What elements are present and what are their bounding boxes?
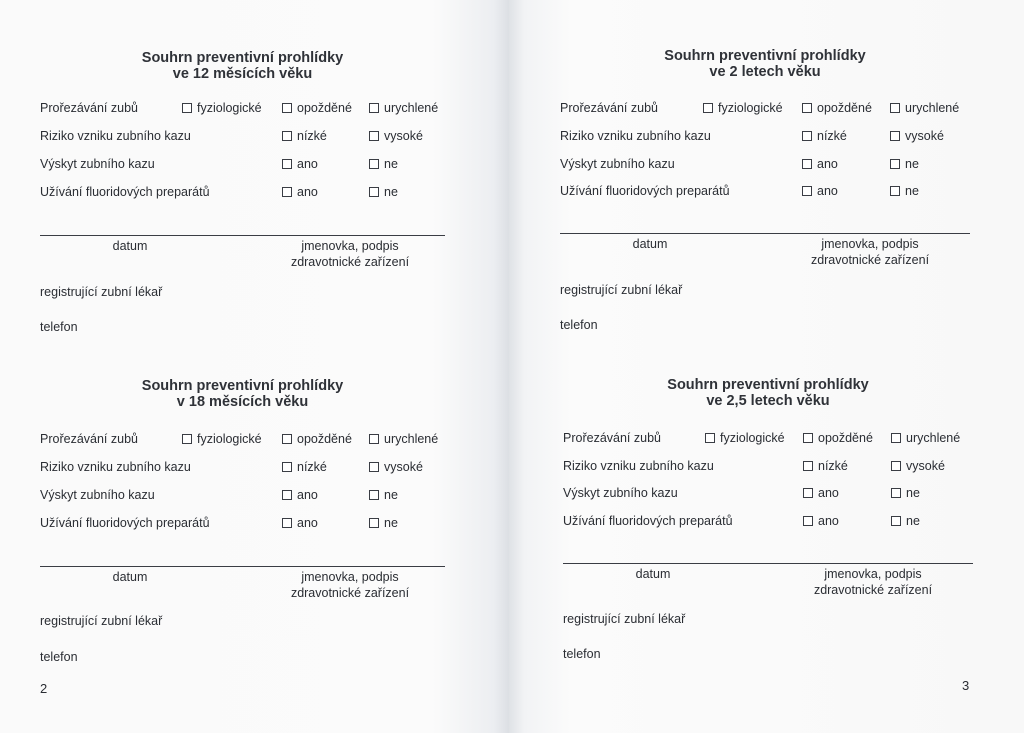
checkbox[interactable] bbox=[182, 103, 192, 113]
row-caries-presence bbox=[40, 156, 445, 172]
phone-label: telefon bbox=[40, 650, 78, 664]
row-fluoride bbox=[563, 513, 973, 529]
stamp-label-line1: jmenovka, podpis bbox=[301, 239, 399, 253]
option-label: ano bbox=[297, 157, 318, 171]
stamp-label-line2: zdravotnické zařízení bbox=[810, 253, 930, 267]
option-label: fyziologické bbox=[720, 431, 785, 445]
checkbox[interactable] bbox=[803, 433, 813, 443]
checkbox[interactable] bbox=[890, 159, 900, 169]
option-yes[interactable] bbox=[802, 183, 838, 199]
page-left bbox=[0, 0, 509, 733]
checkbox[interactable] bbox=[803, 488, 813, 498]
stamp-label-line2: zdravotnické zařízení bbox=[290, 255, 410, 269]
row-label: Výskyt zubního kazu bbox=[40, 488, 155, 502]
row-label: Prořezávání zubů bbox=[40, 432, 138, 446]
option-physiological[interactable] bbox=[703, 100, 783, 116]
option-label: ne bbox=[905, 184, 919, 198]
option-label: ne bbox=[906, 514, 920, 528]
signature-line bbox=[563, 563, 973, 564]
row-caries-risk bbox=[40, 128, 445, 144]
row-fluoride bbox=[560, 183, 970, 199]
option-low[interactable] bbox=[282, 128, 327, 144]
option-no[interactable] bbox=[369, 156, 398, 172]
option-no[interactable] bbox=[890, 156, 919, 172]
row-label: Prořezávání zubů bbox=[40, 101, 138, 115]
option-label: fyziologické bbox=[197, 432, 262, 446]
option-yes[interactable] bbox=[803, 513, 839, 529]
option-physiological[interactable] bbox=[705, 430, 785, 446]
checkbox[interactable] bbox=[282, 103, 292, 113]
row-label: Užívání fluoridových preparátů bbox=[563, 514, 733, 528]
phone-label: telefon bbox=[40, 320, 78, 334]
checkbox[interactable] bbox=[282, 462, 292, 472]
row-fluoride bbox=[40, 184, 445, 200]
dentist-label: registrující zubní lékař bbox=[563, 612, 686, 626]
checkbox[interactable] bbox=[282, 490, 292, 500]
row-label: Užívání fluoridových preparátů bbox=[40, 185, 210, 199]
option-delayed[interactable] bbox=[282, 431, 352, 447]
checkbox[interactable] bbox=[282, 131, 292, 141]
row-caries-presence bbox=[563, 485, 973, 501]
option-label: vysoké bbox=[384, 460, 423, 474]
option-no[interactable] bbox=[369, 487, 398, 503]
section-title-line2: ve 2 letech věku bbox=[709, 64, 821, 80]
option-yes[interactable] bbox=[282, 515, 318, 531]
option-label: urychlené bbox=[384, 432, 439, 446]
checkbox[interactable] bbox=[369, 462, 379, 472]
option-high[interactable] bbox=[890, 128, 944, 144]
option-high[interactable] bbox=[369, 128, 423, 144]
checkbox[interactable] bbox=[891, 488, 901, 498]
checkbox[interactable] bbox=[369, 518, 379, 528]
option-yes[interactable] bbox=[803, 485, 839, 501]
row-label: Užívání fluoridových preparátů bbox=[560, 184, 730, 198]
phone-label: telefon bbox=[560, 318, 598, 332]
checkbox[interactable] bbox=[891, 516, 901, 526]
stamp-label-line1: jmenovka, podpis bbox=[821, 237, 919, 251]
option-label: ne bbox=[905, 157, 919, 171]
option-label: ne bbox=[384, 157, 398, 171]
section-title-line1: Souhrn preventivní prohlídky bbox=[664, 48, 866, 64]
option-label: opožděné bbox=[297, 432, 352, 446]
option-no[interactable] bbox=[890, 183, 919, 199]
row-label: Užívání fluoridových preparátů bbox=[40, 516, 210, 530]
checkbox[interactable] bbox=[369, 434, 379, 444]
option-label: ne bbox=[384, 488, 398, 502]
row-fluoride bbox=[40, 515, 445, 531]
checkbox[interactable] bbox=[369, 490, 379, 500]
option-low[interactable] bbox=[803, 458, 848, 474]
row-caries-presence bbox=[560, 156, 970, 172]
option-accelerated[interactable] bbox=[891, 430, 960, 446]
checkbox[interactable] bbox=[369, 187, 379, 197]
checkbox[interactable] bbox=[282, 434, 292, 444]
row-eruption bbox=[563, 430, 973, 446]
option-label: ne bbox=[384, 185, 398, 199]
option-delayed[interactable] bbox=[282, 100, 352, 116]
section-title-line1: Souhrn preventivní prohlídky bbox=[141, 378, 344, 394]
option-yes[interactable] bbox=[282, 184, 318, 200]
checkbox[interactable] bbox=[282, 187, 292, 197]
row-label: Riziko vzniku zubního kazu bbox=[40, 460, 191, 474]
row-label: Riziko vzniku zubního kazu bbox=[40, 129, 191, 143]
option-physiological[interactable] bbox=[182, 431, 262, 447]
row-eruption bbox=[560, 100, 970, 116]
row-eruption bbox=[40, 100, 445, 116]
option-label: ne bbox=[906, 486, 920, 500]
stamp-label-line1: jmenovka, podpis bbox=[824, 567, 922, 581]
checkbox[interactable] bbox=[802, 159, 812, 169]
dentist-label: registrující zubní lékař bbox=[560, 283, 683, 297]
option-label: fyziologické bbox=[197, 101, 262, 115]
row-caries-presence bbox=[40, 487, 445, 503]
option-accelerated[interactable] bbox=[369, 100, 438, 116]
checkbox[interactable] bbox=[890, 103, 900, 113]
row-label: Prořezávání zubů bbox=[560, 101, 658, 115]
row-label: Výskyt zubního kazu bbox=[40, 157, 155, 171]
option-high[interactable] bbox=[891, 458, 945, 474]
option-label: ano bbox=[818, 486, 839, 500]
checkbox[interactable] bbox=[890, 186, 900, 196]
option-low[interactable] bbox=[802, 128, 847, 144]
section-title-line2: ve 2,5 letech věku bbox=[706, 393, 830, 409]
row-caries-risk bbox=[40, 459, 445, 475]
section-title-line2: ve 12 měsících věku bbox=[172, 66, 313, 82]
section-title-line1: Souhrn preventivní prohlídky bbox=[141, 50, 344, 66]
date-label: datum bbox=[112, 239, 148, 253]
phone-label: telefon bbox=[563, 647, 601, 661]
checkbox[interactable] bbox=[705, 433, 715, 443]
checkbox[interactable] bbox=[282, 159, 292, 169]
date-label: datum bbox=[632, 237, 668, 251]
option-label: urychlené bbox=[905, 101, 960, 115]
checkbox[interactable] bbox=[182, 434, 192, 444]
section-title-line2: v 18 měsících věku bbox=[176, 394, 309, 410]
option-label: nízké bbox=[817, 129, 847, 143]
row-label: Výskyt zubního kazu bbox=[563, 486, 678, 500]
option-label: ano bbox=[297, 488, 318, 502]
section-title bbox=[40, 50, 445, 82]
section-title bbox=[560, 48, 970, 80]
option-yes[interactable] bbox=[282, 156, 318, 172]
option-label: urychlené bbox=[906, 431, 961, 445]
checkbox[interactable] bbox=[369, 103, 379, 113]
row-label: Výskyt zubního kazu bbox=[560, 157, 675, 171]
date-label: datum bbox=[635, 567, 671, 581]
date-label: datum bbox=[112, 570, 148, 584]
section-title-line1: Souhrn preventivní prohlídky bbox=[667, 377, 869, 393]
option-label: ano bbox=[817, 184, 838, 198]
row-caries-risk bbox=[560, 128, 970, 144]
row-label: Prořezávání zubů bbox=[563, 431, 661, 445]
option-label: opožděné bbox=[297, 101, 352, 115]
checkbox[interactable] bbox=[703, 103, 713, 113]
option-label: fyziologické bbox=[718, 101, 783, 115]
option-no[interactable] bbox=[369, 515, 398, 531]
row-label: Riziko vzniku zubního kazu bbox=[560, 129, 711, 143]
option-label: nízké bbox=[297, 129, 327, 143]
checkbox[interactable] bbox=[803, 516, 813, 526]
signature-line bbox=[560, 233, 970, 234]
option-label: opožděné bbox=[817, 101, 872, 115]
option-yes[interactable] bbox=[802, 156, 838, 172]
option-no[interactable] bbox=[891, 485, 920, 501]
option-label: ne bbox=[384, 516, 398, 530]
signature-line bbox=[40, 566, 445, 567]
stamp-label-line1: jmenovka, podpis bbox=[301, 570, 399, 584]
page-right bbox=[509, 0, 1024, 733]
checkbox[interactable] bbox=[369, 131, 379, 141]
option-low[interactable] bbox=[282, 459, 327, 475]
option-no[interactable] bbox=[369, 184, 398, 200]
row-caries-risk bbox=[563, 458, 973, 474]
option-label: opožděné bbox=[818, 431, 873, 445]
checkbox[interactable] bbox=[803, 461, 813, 471]
option-no[interactable] bbox=[891, 513, 920, 529]
row-eruption bbox=[40, 431, 445, 447]
stamp-label-line2: zdravotnické zařízení bbox=[290, 586, 410, 600]
option-yes[interactable] bbox=[282, 487, 318, 503]
checkbox[interactable] bbox=[891, 461, 901, 471]
option-label: urychlené bbox=[384, 101, 439, 115]
section-title bbox=[40, 378, 445, 410]
option-physiological[interactable] bbox=[182, 100, 262, 116]
option-high[interactable] bbox=[369, 459, 423, 475]
page-number-right: 3 bbox=[962, 678, 970, 693]
option-label: vysoké bbox=[905, 129, 944, 143]
dentist-label: registrující zubní lékař bbox=[40, 614, 163, 628]
checkbox[interactable] bbox=[802, 186, 812, 196]
checkbox[interactable] bbox=[369, 159, 379, 169]
option-label: nízké bbox=[297, 460, 327, 474]
dentist-label: registrující zubní lékař bbox=[40, 285, 163, 299]
option-accelerated[interactable] bbox=[890, 100, 959, 116]
option-delayed[interactable] bbox=[802, 100, 872, 116]
signature-line bbox=[40, 235, 445, 236]
option-delayed[interactable] bbox=[803, 430, 873, 446]
checkbox[interactable] bbox=[282, 518, 292, 528]
option-label: vysoké bbox=[384, 129, 423, 143]
checkbox[interactable] bbox=[802, 103, 812, 113]
checkbox[interactable] bbox=[891, 433, 901, 443]
option-label: ano bbox=[297, 516, 318, 530]
stamp-label-line2: zdravotnické zařízení bbox=[813, 583, 933, 597]
checkbox[interactable] bbox=[890, 131, 900, 141]
section-title bbox=[563, 377, 973, 409]
option-label: ano bbox=[817, 157, 838, 171]
option-label: ano bbox=[297, 185, 318, 199]
option-label: nízké bbox=[818, 459, 848, 473]
checkbox[interactable] bbox=[802, 131, 812, 141]
option-label: vysoké bbox=[906, 459, 945, 473]
row-label: Riziko vzniku zubního kazu bbox=[563, 459, 714, 473]
option-label: ano bbox=[818, 514, 839, 528]
option-accelerated[interactable] bbox=[369, 431, 438, 447]
page-number-left: 2 bbox=[40, 681, 48, 696]
